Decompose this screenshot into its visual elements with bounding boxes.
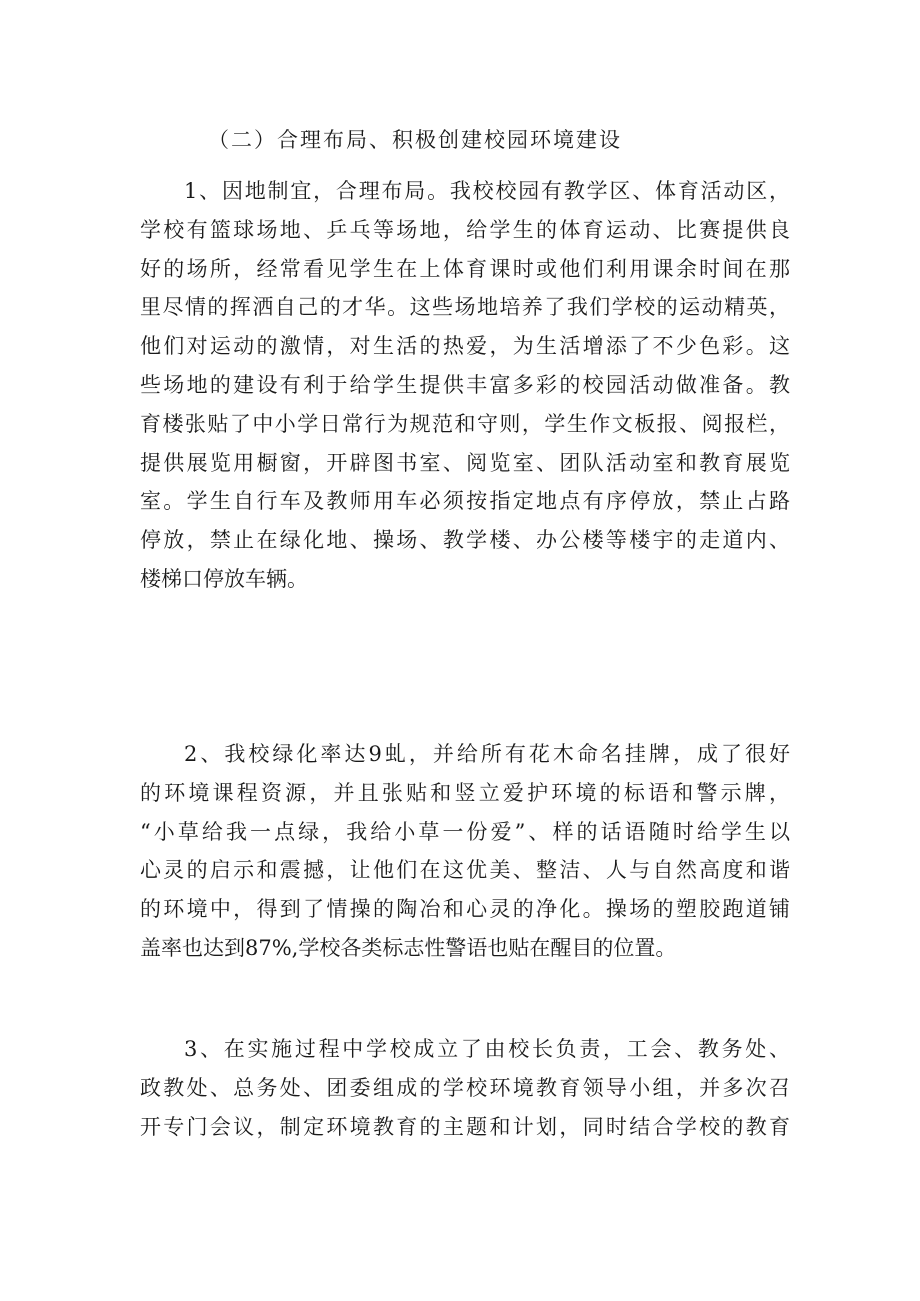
paragraph-line: 里尽情的挥洒自己的才华。这些场地培养了我们学校的运动精英，: [140, 295, 790, 320]
paragraph-line: 2、我校绿化率达9虬，并给所有花木命名挂牌，成了很好: [184, 742, 790, 766]
paragraph-line: 3、在实施过程中学校成立了由校长负责，工会、教务处、: [184, 1037, 790, 1061]
paragraph-line: 的环境中，得到了情操的陶冶和心灵的净化。操场的塑胶跑道铺: [140, 897, 790, 922]
paragraph-1: [140, 172, 790, 599]
paragraph-line: “小草给我一点绿，我给小草一份爱”、样的话语随时给学生以: [140, 819, 790, 844]
paragraph-line: 他们对运动的激情，对生活的热爱，为生活增添了不少色彩。这: [140, 334, 790, 359]
paragraph-3: [140, 1030, 790, 1146]
paragraph-line: 楼梯口停放车辆。: [140, 566, 308, 591]
paragraph-line: 盖率也达到87%,学校各类标志性警语也贴在醒目的位置。: [140, 935, 677, 960]
paragraph-line: 学校有篮球场地、乒乓等场地，给学生的体育运动、比赛提供良: [140, 217, 790, 242]
paragraph-line: 提供展览用橱窗，开辟图书室、阅览室、团队活动室和教育展览: [140, 450, 790, 475]
section-heading: （二）合理布局、积极创建校园环境建设: [208, 128, 622, 152]
paragraph-line: 好的场所，经常看见学生在上体育课时或他们利用课余时间在那: [140, 256, 790, 281]
paragraph-line: 心灵的启示和震撼，让他们在这优美、整洁、人与自然高度和谐: [140, 858, 790, 883]
paragraph-line: 些场地的建设有利于给学生提供丰富多彩的校园活动做准备。教: [140, 372, 790, 397]
paragraph-line: 停放，禁止在绿化地、操场、教学楼、办公楼等楼宇的走道内、: [140, 528, 790, 553]
paragraph-line: 育楼张贴了中小学日常行为规范和守则，学生作文板报、阅报栏，: [140, 411, 790, 436]
paragraph-line: 政教处、总务处、团委组成的学校环境教育领导小组，并多次召: [140, 1075, 790, 1100]
paragraph-line: 室。学生自行车及教师用车必须按指定地点有序停放，禁止占路: [140, 489, 790, 514]
paragraph-line: 的环境课程资源，并且张贴和竖立爱护环境的标语和警示牌，: [140, 780, 790, 805]
paragraph-2: [140, 735, 790, 968]
paragraph-line: 开专门会议，制定环境教育的主题和计划，同时结合学校的教育: [140, 1114, 790, 1139]
paragraph-line: 1、因地制宜，合理布局。我校校园有教学区、体育活动区，: [184, 179, 790, 203]
